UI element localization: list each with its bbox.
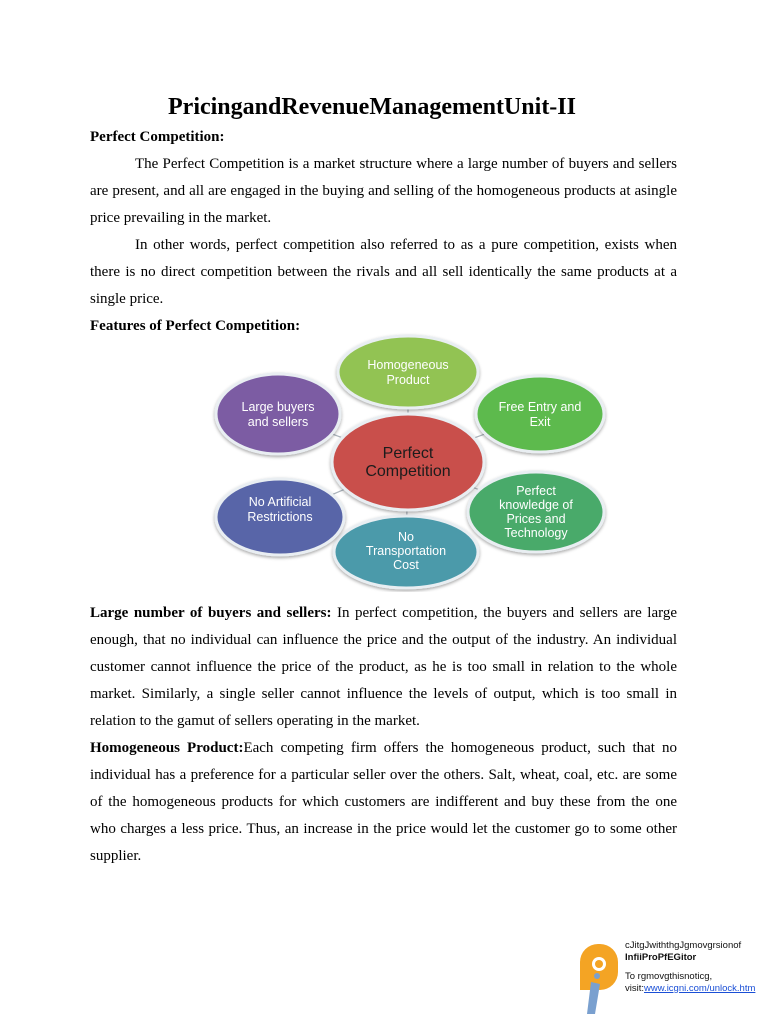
feature-large-buyers <box>90 600 677 735</box>
paragraph-1: The Perfect Competition is a market structure where a large number of buyers and sellers are present, and all are engaged in the buying and selling of the homogeneous products at asingle price prevailing in the market. <box>90 156 677 226</box>
node-label: Large buyers <box>241 400 315 414</box>
node-label: Exit <box>529 415 551 429</box>
node-label: Cost <box>393 558 419 572</box>
feature-text: In perfect competition, the buyers and sellers are large enough, that no individual can influence the price and the output of the industry. An individual customer cannot influence the price of the product, as he is too small in relation to the whole market. Similarly, a single seller cannot influence the levels of output, which is too small in relation to the gamut of sellers operating in the market. <box>90 605 677 729</box>
center-shape <box>332 414 484 510</box>
node-perfect-knowledge <box>468 472 604 552</box>
perfect-competition-diagram <box>210 332 610 592</box>
node-label: Perfect <box>516 484 556 498</box>
node-label: No <box>398 530 414 544</box>
watermark-line: To rgmovgthisnoticg, <box>625 971 713 982</box>
watermark <box>574 938 764 1018</box>
node-no-transportation-cost <box>334 516 478 588</box>
node-perfect-competition-center <box>332 414 484 510</box>
node-no-artificial-restrictions <box>216 479 344 555</box>
features-section <box>90 600 677 870</box>
node-large-buyers-sellers <box>216 374 340 454</box>
watermark-text <box>625 940 755 994</box>
node-label: Product <box>386 373 430 387</box>
node-homogeneous-product <box>338 336 478 408</box>
watermark-line <box>625 983 755 995</box>
watermark-visit-label: visit: <box>625 982 644 994</box>
feature-homogeneous-product <box>90 735 677 870</box>
features-heading: Features of Perfect Competition: <box>90 318 301 334</box>
intro-section <box>90 124 677 340</box>
node-shape <box>338 336 478 408</box>
node-label: and sellers <box>247 415 309 429</box>
node-label: knowledge of <box>499 498 573 512</box>
node-shape <box>476 376 604 452</box>
node-shape <box>216 374 340 454</box>
node-label: Homogeneous <box>367 358 449 372</box>
watermark-line: cJitgJwiththgJgmovgrsionof <box>625 940 742 951</box>
paragraph-2: In other words, perfect competition also referred to as a pure competition, exists when there is no direct competition between the rivals and all sell identically the same products at a single price. <box>90 237 677 307</box>
node-label: No Artificial <box>248 495 312 509</box>
page-title: PricingandRevenueManagementUnit-II <box>168 94 576 120</box>
watermark-brand: InfiiProPfEGitor <box>625 951 697 963</box>
center-label: Competition <box>365 463 451 480</box>
feature-text: Each competing firm offers the homogeneous product, such that no individual has a preference for a particular seller over the others. Salt, wheat, coal, etc. are some of the homogeneous products for which customers are indifferent and buy these from the one who charges a less price. Thus, an increase in the price would let the customer go to some other supplier. <box>90 740 677 864</box>
node-label: Technology <box>504 526 568 540</box>
node-label: Restrictions <box>247 510 313 524</box>
unlock-link[interactable]: www.icgni.com/unlock.htm <box>644 982 756 994</box>
node-label: Transportation <box>365 544 447 558</box>
feature-heading: Large number of buyers and sellers: <box>90 605 332 621</box>
node-free-entry-exit <box>476 376 604 452</box>
node-label: Free Entry and <box>498 400 582 414</box>
feature-heading: Homogeneous Product: <box>90 740 244 756</box>
editor-logo-icon <box>574 940 622 1016</box>
center-label: Perfect <box>382 445 434 462</box>
node-label: Prices and <box>506 512 566 526</box>
section-heading: Perfect Competition: <box>90 129 225 145</box>
